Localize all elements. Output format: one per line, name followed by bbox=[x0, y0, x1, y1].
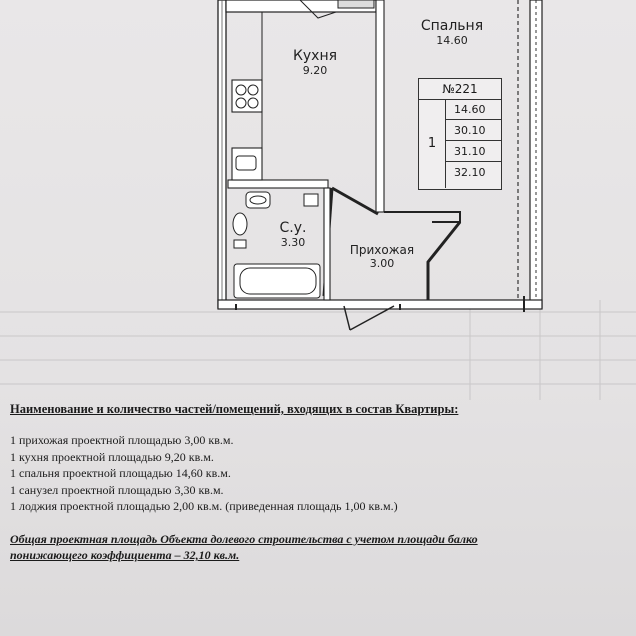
area-with-loggia-reduced: 31.10 bbox=[446, 141, 501, 162]
bottom-wall bbox=[218, 300, 542, 309]
outer-wall-right bbox=[518, 0, 542, 308]
document-heading: Наименование и количество частей/помещений, входящих в состав Квартиры: bbox=[10, 402, 459, 416]
room-kitchen-name: Кухня bbox=[292, 48, 338, 64]
room-bedroom-area: 14.60 bbox=[436, 34, 468, 47]
bathtub-icon bbox=[234, 264, 320, 298]
list-item: 1 прихожая проектной площадью 3,00 кв.м. bbox=[10, 433, 234, 447]
room-hallway bbox=[344, 243, 420, 270]
list-item: 1 спальня проектной площадью 14,60 кв.м. bbox=[10, 466, 231, 480]
partition-kitchen-bedroom bbox=[376, 0, 384, 212]
stove-icon bbox=[232, 80, 262, 112]
room-bathroom-name: С.у. bbox=[279, 220, 307, 236]
area-total: 30.10 bbox=[446, 120, 501, 141]
list-item: 1 кухня проектной площадью 9,20 кв.м. bbox=[10, 449, 214, 464]
top-wall bbox=[226, 0, 376, 18]
document-text bbox=[10, 402, 636, 563]
area-living: 14.60 bbox=[446, 99, 501, 120]
entrance-door-icon bbox=[344, 306, 394, 330]
list-item: 1 санузел проектной площадью 3,30 кв.м. bbox=[10, 482, 224, 497]
list-item: 1 лоджия проектной площадью 2,00 кв.м. (приведенная площадь 1,00 кв.м.) bbox=[10, 499, 398, 513]
room-bedroom-name: Спальня bbox=[420, 18, 484, 34]
outer-wall-left bbox=[218, 0, 226, 308]
toilet-icon bbox=[233, 213, 247, 248]
room-kitchen-area: 9.20 bbox=[302, 64, 328, 77]
room-bedroom bbox=[404, 18, 500, 47]
summary-line-2: понижающего коэффициента – 32,10 кв.м. bbox=[10, 548, 240, 562]
room-hallway-name: Прихожая bbox=[349, 243, 415, 257]
rooms-count: 1 bbox=[419, 99, 446, 188]
shaft-icon bbox=[304, 194, 318, 206]
room-hallway-area: 3.00 bbox=[369, 257, 395, 270]
summary-line-1: Общая проектная площадь Объекта долевого строительства с учетом площади балко bbox=[10, 532, 478, 546]
area-with-loggia: 32.10 bbox=[454, 166, 486, 179]
kitchen-sink-icon bbox=[232, 148, 262, 180]
room-bathroom bbox=[268, 220, 318, 249]
room-bathroom-area: 3.30 bbox=[280, 236, 306, 249]
room-kitchen bbox=[280, 48, 350, 77]
apartment-number: №221 bbox=[419, 79, 501, 100]
total-area-summary bbox=[10, 531, 636, 563]
washbasin-icon bbox=[246, 192, 270, 208]
apartment-area-table bbox=[418, 78, 502, 190]
area-values bbox=[446, 99, 501, 183]
